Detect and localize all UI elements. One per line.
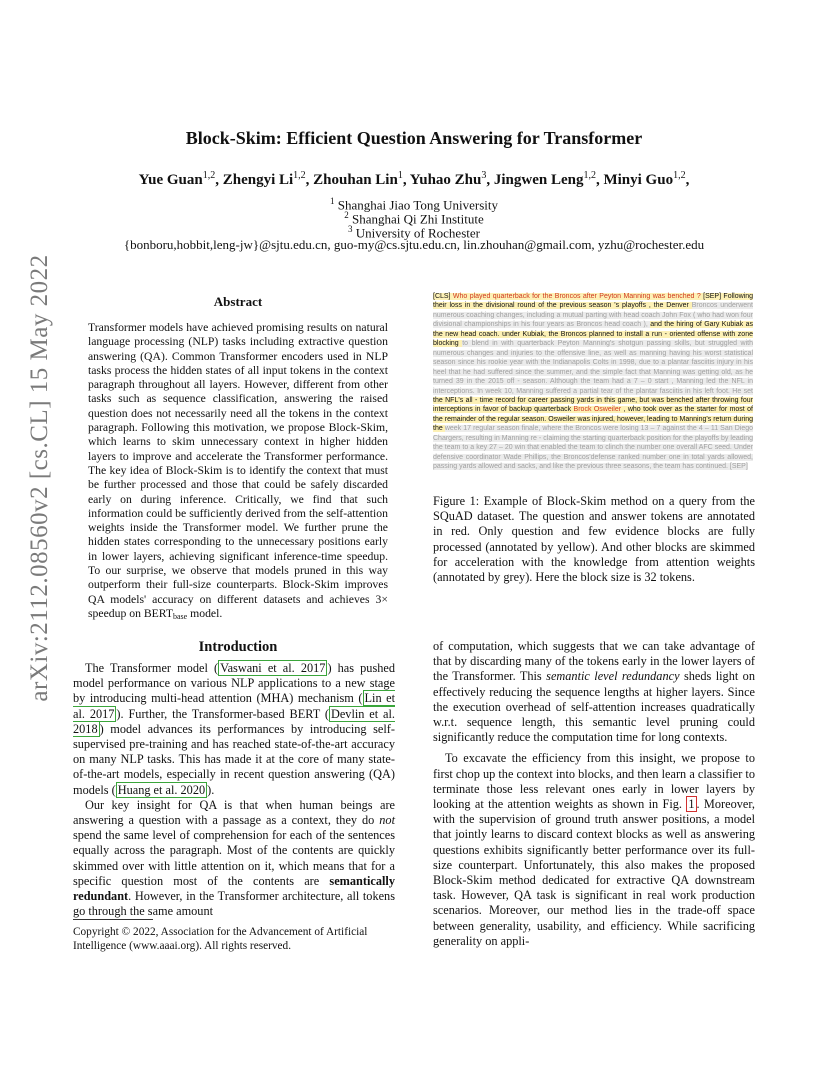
paper-title: Block-Skim: Efficient Question Answering for Transformer [185, 128, 643, 148]
question-answer-tokens: Who played quarterback for the Broncos after Peyton Manning was benched [450, 293, 697, 300]
author-affiliation-mark: 1,2 [673, 170, 686, 181]
skimmed-block: week 17 regular season finale, where the Broncos were losing 13 – 7 against the 4 – 11 San Diego Chargers, resulting in Manning re - claiming the starting quarterback position for the playoffs by leading the team to a key 27 – 20 win that enabled the team to clinch the number one overall AFC seed. Under defensive coordinator Wade Phillips, the Broncos'defense ranked number one in total yards allowed, passing yards allowed and sacks, and like the previous three seasons, the team has continued. [SEP] [433, 425, 753, 471]
abstract-body: Transformer models have achieved promising results on natural language processing (NLP) tasks including extractive question answering (QA). Common Transformer encoders used in NLP tasks process the hidden states of all input tokens in the context paragraph throughout all layers. However, different from other tasks such as sequence classification, answering the raised question does not necessarily need all the tokens in the context paragraph. Following this motivation, we propose Block-Skim, which learns to skim unnecessary context in higher hidden layers to improve and accelerate the Transformer performance. The key idea of Block-Skim is to identify the context that must be further processed and those that could be safely discarded early on during inference. Critically, we find that such information could be sufficiently derived from the self-attention weights inside the Transformer model. We further prune the hidden states corresponding to the unnecessary positions early in lower layers, achieving significant inference-time speedup. To our surprise, we observe that models pruned in this way outperform their full-size counterparts. Block-Skim improves QA models' accuracy on different datasets and achieves 3× speedup on $BERT_{base}$ model. [88, 321, 388, 621]
author-affiliation-mark: 1 [397, 170, 403, 181]
author-name: Yuhao Zhu [409, 172, 482, 188]
intro-paragraph-1: The Transformer model ( Vaswani et al. 2017 ) has pushed model performance on various NLP applications to a new stage by introducing multi-head attention (MHA) mechanism ( Lin et al. 2017 ). Further, the Transformer-based BERT ( Devlin et al. 2018 ) model advances its performances by introducing self-supervised pre-training and has reached state-of-the-art accuracy on many NLP tasks. This has made it at the core of many state-of-the-art models, especially in recent question answering (QA) models ( Huang et al. 2020 ). [73, 661, 396, 797]
question-answer-tokens: ? [696, 293, 704, 300]
figure-1-example-passage [433, 292, 753, 484]
intro-paragraph-4: To excavate the efficiency from this insight, we propose to first chop up the context into blocks, and then learn a classifier to terminate those less relevant ones early in lower layers by looking at the attention weights as shown in Fig. 1 . Moreover, with the supervision of ground truth answer positions, a model that jointly learns to discard context blocks as well as answering questions exhibits significantly better performance over its full-size counterpart. Unfortunately, this also makes the proposed Block-Skim method dedicated for extractive QA downstream task. However, QA task is significant in real work production scenarios. Moreover, our method lies in the trade-off space between generality, usability, and efficiency. While sacrificing generality on appli- [433, 751, 755, 948]
figure-1-reference[interactable]: 1 [688, 797, 695, 812]
affiliation-2: $^2$ Shanghai Qi Zhi Institute [344, 210, 484, 227]
evidence-block: [CLS] [433, 293, 451, 300]
evidence-block: , who took over as the starter for most of the remainder of the regular season. Osweiler was injured, however, leading to Manning's return during the [433, 406, 753, 433]
evidence-block: the NFL's all - time record for career passing yards in this game, but was benched after throwing four interceptions in favor of backup quarterback [433, 396, 753, 414]
author-name: Minyi Guo [603, 172, 674, 188]
skimmed-block: to blend in with quarterback Peyton Manning's shotgun passing skills, but struggled with numerous changes and injuries to the offensive line, as well as manning having his worst statistical season since his rookie year with the Indianapolis Colts in 1998, due to a plantar fasciitis injury in his heel that he had suffered since the summer, and the simple fact that Manning was getting old, as he turned 39 in the 2015 off - season. Although the team had a 7 – 0 start , Manning led the NFL in interceptions. In week 10, Manning suffered a partial tear of the plantar fasciitis in his left foot. He set [433, 340, 753, 395]
copyright-footnote: Copyright © 2022, Association for the Advancement of Artificial Intelligence (www.aaai.org). All rights reserved. [73, 926, 368, 952]
author-name: Zhengyi Li [222, 172, 294, 188]
abstract-heading: Abstract [213, 294, 263, 309]
question-answer-tokens: Brock Osweiler [573, 406, 622, 414]
intro-right-column [433, 639, 755, 949]
author-affiliation-mark: 1,2 [202, 170, 216, 181]
citation-devlin[interactable]: Devlin et al. 2018 [73, 706, 395, 736]
citation-vaswani[interactable]: Vaswani et al. 2017 [220, 661, 326, 675]
arxiv-identifier: arXiv:2112.08560v2 [cs.CL] 15 May 2022 [26, 254, 53, 702]
citation-lin[interactable]: Lin et al. 2017 [73, 691, 396, 721]
author-name: Zhouhan Lin [313, 172, 398, 188]
author-emails: {bonboru,hobbit,leng-jw}@sjtu.edu.cn, guo-my@cs.sjtu.edu.cn, lin.zhouhan@gmail.com, yzhu@rochester.edu [123, 237, 705, 252]
intro-left-column [73, 661, 395, 919]
author-affiliation-mark: 3 [481, 170, 487, 181]
author-name: Jingwen Leng [493, 172, 584, 188]
introduction-heading: Introduction [198, 639, 278, 655]
evidence-block: Following their loss in the divisional round of the previous season 's playoffs , the Denver [433, 293, 753, 310]
citation-huang[interactable]: Huang et al. 2020 [117, 782, 206, 797]
figure-1-caption: Figure 1: Example of Block-Skim method on a query from the SQuAD dataset. The question and answer tokens are annotated in red. Only question and few evidence blocks are fully processed (annotated by yellow). And other blocks are skimmed for acceleration with the knowledge from attention weights (annotated by grey). Here the block size is 32 tokens. [433, 494, 755, 585]
footnote-rule [73, 919, 153, 920]
skimmed-block: Broncos underwent numerous coaching changes, including a mutual parting with head coach John Fox ( who had won four divisional championships in his four years as Broncos head coach ), [433, 302, 753, 329]
intro-paragraph-2: Our key insight for QA is that when human beings are answering a question with a passage as a context, they do not spend the same level of comprehension for each of the sentences equally across the paragraph. Most of the contents are quickly skimmed over with little attention on it, which means that for a specific question most of the contents are semantically redundant. However, in the Transformer architecture, all tokens go through the same amount [73, 797, 395, 919]
affiliation-1: $^1$ Shanghai Jiao Tong University [329, 196, 498, 213]
intro-paragraph-3: of computation, which suggests that we can take advantage of that by discarding many of the tokens early in the lower layers of the Transformer. This semantic level redundancy sheds light on effectively reducing the sequence lengths at higher layers. Since the execution overhead of self-attention increases quadratically w.r.t. sequence length, this semantic level pruning could significantly reduce the computation time for long contexts. [433, 639, 755, 745]
author-list: Yue Guan$^{1,2}$, Zhengyi Li$^{1,2}$, Zhouhan Lin$^1$, Yuhao Zhu$^3$, Jingwen Leng$^{1,2}$, Minyi Guo$^{1,2}$, [138, 170, 690, 188]
evidence-block: [SEP] [703, 293, 722, 300]
evidence-block: and the hiring of Gary Kubiak as the new head coach. under Kubiak, the Broncos planned to install a run - oriented offense with zone blocking [433, 321, 753, 348]
affiliation-3: $^3$ University of Rochester [348, 224, 480, 241]
author-affiliation-mark: 1,2 [583, 170, 596, 181]
author-affiliation-mark: 1,2 [293, 170, 306, 181]
author-name: Yue Guan [138, 172, 203, 188]
